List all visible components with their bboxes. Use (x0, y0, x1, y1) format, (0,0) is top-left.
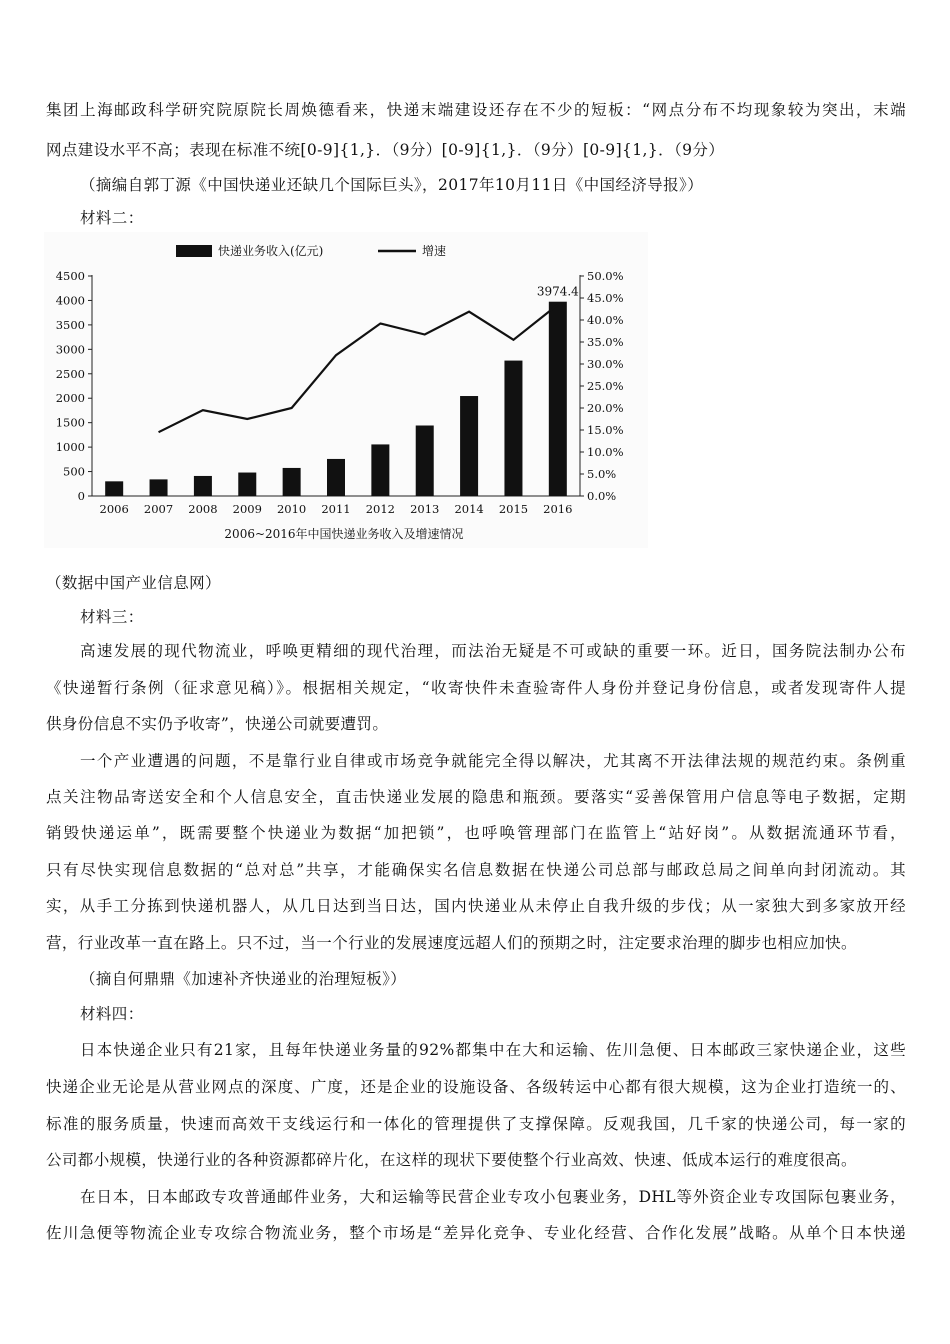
revenue-bar-2007 (150, 479, 168, 496)
revenue-growth-chart (44, 232, 648, 548)
m3-p2-line-3: 销毁快递运单”，既需要整个快递业为数据“加把锁”，也呼唤管理部门在监管上“站好岗”。从数据流通环节看， (46, 824, 906, 842)
right-tick-label: 15.0% (587, 423, 624, 437)
legend-bar-swatch (176, 245, 212, 257)
left-tick-label: 4500 (55, 269, 85, 283)
x-tick-label: 2007 (143, 502, 174, 516)
chart-svg (44, 232, 648, 548)
left-tick-label: 0 (77, 489, 85, 503)
m3-p2-line-1: 一个产业遭遇的问题，不是靠行业自律或市场竞争就能完全得以解决，尤其离不开法律法规的规范约束。条例重 (80, 752, 906, 770)
left-tick-label: 1000 (55, 440, 85, 455)
left-tick-label: 4000 (55, 293, 85, 308)
intro-line-1: 集团上海邮政科学研究院原院长周焕德看来，快递末端建设还存在不少的短板：“网点分布不均现象较为突出，末端 (46, 101, 906, 119)
m3-p1-line-3: 供身份信息不实仍予收寄”，快递公司就要遭罚。 (46, 715, 389, 733)
source-note-1: （摘编自郭丁源《中国快递业还缺几个国际巨头》，2017年10月11日《中国经济导报》） (80, 176, 704, 194)
revenue-bar-2015 (504, 361, 522, 496)
revenue-bar-2012 (371, 444, 389, 496)
x-tick-label: 2010 (276, 502, 307, 516)
m3-p2-line-2: 点关注物品寄送安全和个人信息安全，直击快递业发展的隐患和瓶颈。要落实“妥善保管用户信息等电子数据，定期 (46, 788, 906, 806)
revenue-bar-2013 (416, 426, 434, 496)
m4-p2-line-2: 佐川急便等物流企业专攻综合物流业务，整个市场是“差异化竞争、专业化经营、合作化发展”战略。从单个日本快递 (46, 1224, 906, 1242)
right-tick-label: 0.0% (587, 489, 617, 503)
source-note-3: （摘自何鼎鼎《加速补齐快递业的治理短板》） (80, 970, 407, 988)
left-tick-label: 1500 (55, 415, 85, 430)
right-tick-label: 25.0% (587, 379, 624, 393)
x-tick-label: 2015 (498, 502, 529, 516)
material-2-label: 材料二： (80, 209, 144, 227)
intro-line-2: 网点建设水平不高；表现在标准不统[0-9]{1,}．（9分）[0-9]{1,}．（9分）[0-9]{1,}．（9分） (46, 141, 725, 159)
m4-p2-line-1: 在日本，日本邮政专攻普通邮件业务，大和运输等民营企业专攻小包裹业务，DHL等外资企业专攻国际包裹业务， (80, 1188, 906, 1206)
x-tick-label: 2009 (232, 502, 262, 516)
m3-p1-line-1: 高速发展的现代物流业，呼唤更精细的现代治理，而法治无疑是不可或缺的重要一环。近日，国务院法制办公布 (80, 642, 906, 660)
m4-p1-line-1: 日本快递企业只有21家，且每年快递业务量的92%都集中在大和运输、佐川急便、日本邮政三家快递企业，这些 (80, 1041, 906, 1059)
x-tick-label: 2006 (99, 502, 129, 516)
chart-title: 2006~2016年中国快递业务收入及增速情况 (224, 527, 464, 541)
m4-p1-line-4: 公司都小规模，快递行业的各种资源都碎片化，在这样的现状下要使整个行业高效、快速、低成本运行的难度很高。 (46, 1151, 857, 1169)
m3-p1-line-2: 《快递暂行条例（征求意见稿）》。根据相关规定，“收寄快件未查验寄件人身份并登记身份信息，或者发现寄件人提 (46, 679, 906, 697)
left-tick-label: 3000 (55, 342, 85, 357)
m3-p2-line-4: 只有尽快实现信息数据的“总对总”共享，才能确保实名信息数据在快递公司总部与邮政总局之间单向封闭流动。其 (46, 861, 906, 879)
x-tick-label: 2014 (454, 502, 484, 516)
bar-annotation-2016: 3974.4 (536, 284, 579, 299)
m3-p2-line-5: 实，从手工分拣到快递机器人，从几日达到当日达，国内快递业从未停止自我升级的步伐；从一家独大到多家放开经 (46, 897, 906, 915)
revenue-bar-2016 (549, 302, 567, 496)
right-tick-label: 50.0% (587, 269, 624, 283)
revenue-bar-2010 (283, 468, 301, 496)
x-tick-label: 2011 (321, 502, 351, 516)
m4-p1-line-2: 快递企业无论是从营业网点的深度、广度，还是企业的设施设备、各级转运中心都有很大规模，这为企业打造统一的、 (46, 1078, 906, 1096)
revenue-bar-2006 (105, 481, 123, 496)
right-tick-label: 45.0% (587, 291, 624, 305)
m3-p2-line-6: 营，行业改革一直在路上。只不过，当一个行业的发展速度远超人们的预期之时，注定要求治理的脚步也相应加快。 (46, 934, 857, 952)
revenue-bar-2008 (194, 476, 212, 496)
material-4-label: 材料四： (80, 1005, 144, 1023)
right-tick-label: 40.0% (587, 313, 624, 327)
legend-bar-label: 快递业务收入(亿元) (218, 244, 324, 258)
legend-line-label: 增速 (422, 244, 447, 258)
x-tick-label: 2012 (365, 502, 396, 516)
x-tick-label: 2013 (410, 502, 440, 516)
right-tick-label: 35.0% (587, 335, 624, 349)
left-tick-label: 3500 (55, 317, 85, 332)
right-tick-label: 20.0% (587, 401, 624, 415)
right-tick-label: 30.0% (587, 357, 624, 371)
revenue-bar-2009 (238, 473, 256, 496)
left-tick-label: 2500 (55, 366, 85, 381)
source-note-2: （数据中国产业信息网） (46, 574, 221, 592)
revenue-bar-2014 (460, 396, 478, 496)
x-tick-label: 2008 (188, 502, 218, 516)
m4-p1-line-3: 标准的服务质量，快速而高效干支线运行和一体化的管理提供了支撑保障。反观我国，几千家的快递公司，每一家的 (46, 1115, 906, 1133)
material-3-label: 材料三： (80, 608, 144, 626)
right-tick-label: 10.0% (587, 445, 624, 459)
left-tick-label: 2000 (55, 391, 85, 406)
right-tick-label: 5.0% (587, 467, 617, 481)
revenue-bar-2011 (327, 459, 345, 496)
x-tick-label: 2016 (543, 502, 573, 516)
left-tick-label: 500 (63, 464, 85, 479)
